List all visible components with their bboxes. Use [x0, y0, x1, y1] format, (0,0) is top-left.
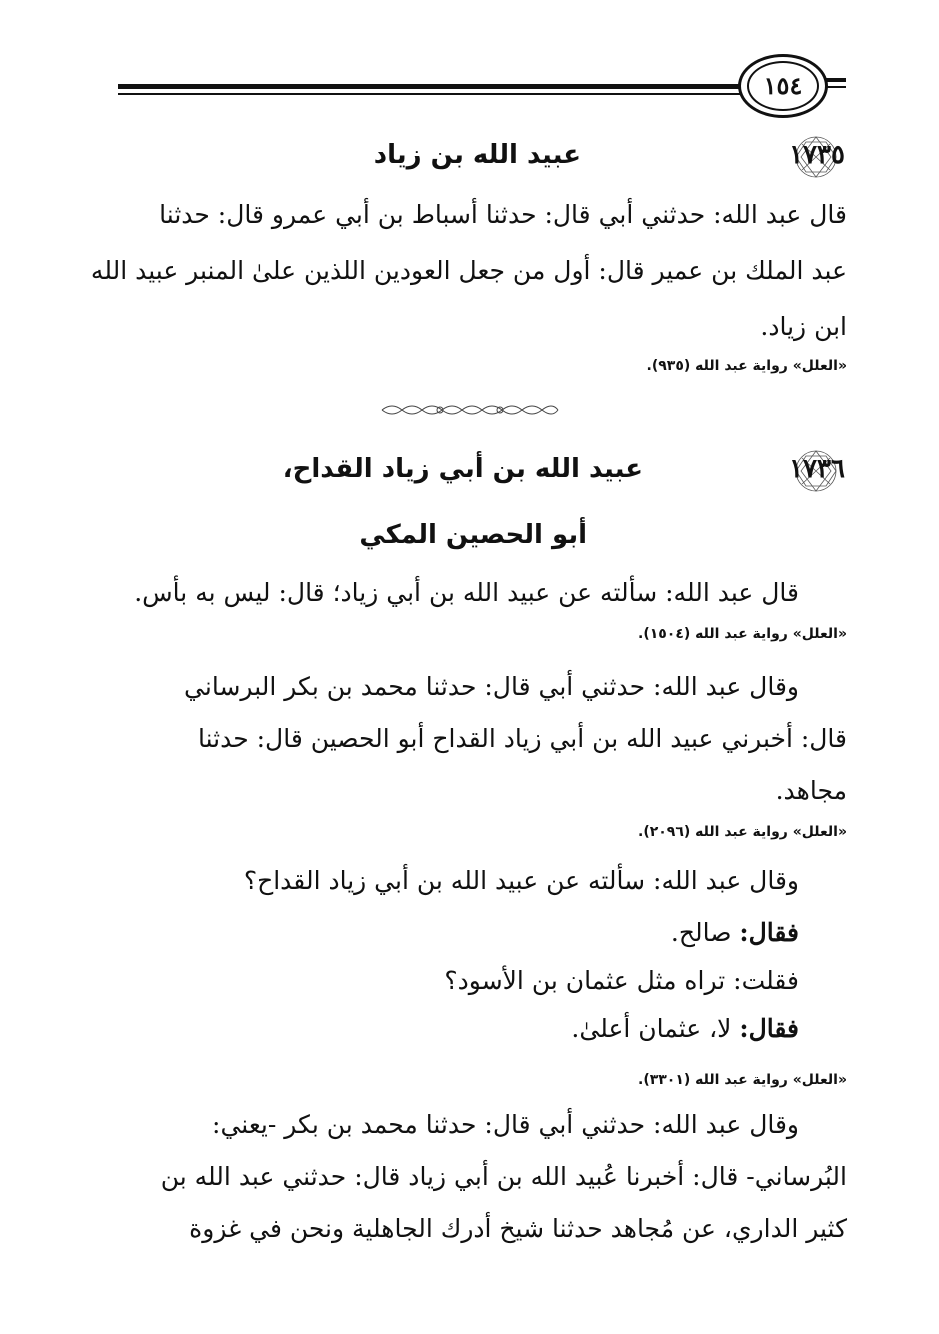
- text-line: كثير الداري، عن مُجاهد حدثنا شيخ أدرك الجاهلية ونحن في غزوة: [189, 1214, 847, 1243]
- citation: «العلل» رواية عبد الله (٩٣٥).: [646, 358, 847, 374]
- entry-number: ١٧٣٦: [789, 454, 845, 484]
- entry-title: عبيد الله بن زياد: [373, 140, 581, 170]
- entry-title: عبيد الله بن أبي زياد القداح،: [282, 454, 643, 484]
- header-rule-thin: [118, 93, 740, 95]
- citation: «العلل» رواية عبد الله (١٥٠٤).: [638, 626, 847, 642]
- dialogue-line: فقلت: تراه مثل عثمان بن الأسود؟: [444, 966, 799, 995]
- dialogue-line: فقال: صالح.: [670, 918, 799, 947]
- page-number-badge: [738, 54, 828, 118]
- text-line: مجاهد.: [775, 776, 847, 805]
- text-line: البُرساني- قال: أخبرنا عُبيد الله بن أبي زياد قال: حدثني عبد الله بن: [160, 1162, 847, 1191]
- speaker-label: فقال:: [739, 918, 799, 947]
- header-rule-thick: [118, 84, 740, 89]
- text-line: وقال عبد الله: حدثني أبي قال: حدثنا محمد بن بكر البرساني: [184, 672, 799, 701]
- text-line: قال: أخبرني عبيد الله بن أبي زياد القداح أبو الحصين قال: حدثنا: [197, 724, 847, 753]
- speaker-label: فقال:: [739, 1014, 799, 1043]
- entry-number: ١٧٣٥: [789, 140, 845, 170]
- dialogue-line: وقال عبد الله: سألته عن عبيد الله بن أبي زياد القداح؟: [243, 866, 799, 895]
- entry-subtitle: أبو الحصين المكي: [359, 520, 587, 550]
- text-line: وقال عبد الله: حدثني أبي قال: حدثنا محمد بن بكر -يعني:: [212, 1110, 799, 1139]
- text-line: ابن زياد.: [760, 312, 847, 341]
- citation: «العلل» رواية عبد الله (٣٣٠١).: [638, 1072, 847, 1088]
- dialogue-line: فقال: لا، عثمان أعلىٰ.: [571, 1014, 799, 1043]
- page-number: ١٥٤: [763, 71, 803, 100]
- text-line: قال عبد الله: حدثني أبي قال: حدثنا أسباط بن أبي عمرو قال: حدثنا: [159, 200, 847, 229]
- text-line: قال عبد الله: سألته عن عبيد الله بن أبي زياد؛ قال: ليس به بأس.: [134, 578, 799, 607]
- section-divider-ornament-icon: [380, 402, 560, 418]
- text-line: عبد الملك بن عمير قال: أول من جعل العودين اللذين علىٰ المنبر عبيد الله: [90, 256, 847, 285]
- citation: «العلل» رواية عبد الله (٢٠٩٦).: [638, 824, 847, 840]
